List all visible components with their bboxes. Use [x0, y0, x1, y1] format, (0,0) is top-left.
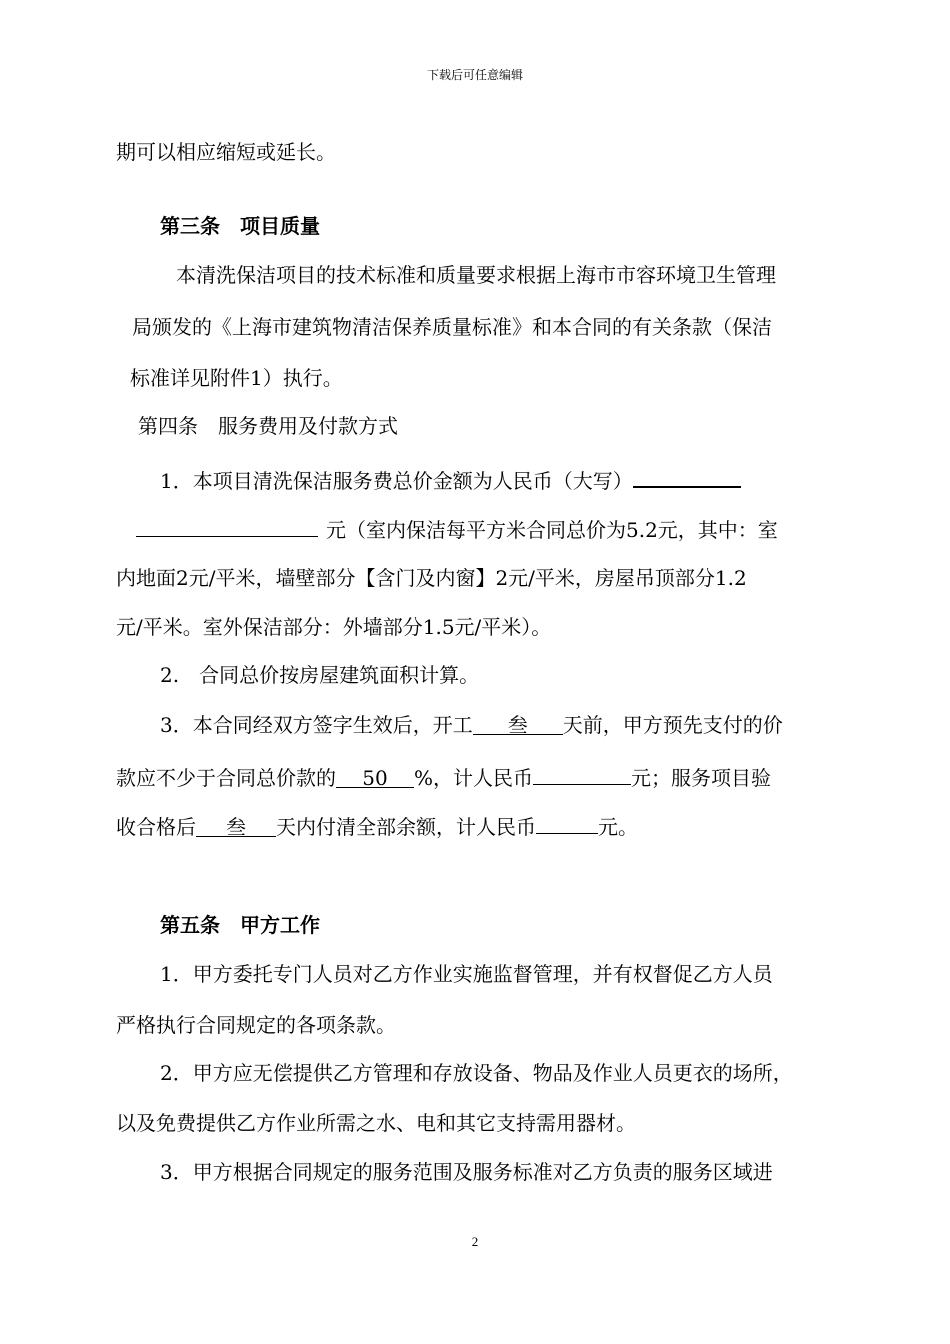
paragraph-line: 2. 合同总价按房屋建筑面积计算。 [160, 663, 480, 687]
line-text: 天前，甲方预先支付的价 [562, 713, 783, 737]
line-text: 款应不少于合同总价款的 [116, 766, 336, 790]
line-text: 3．本合同经双方签字生效后，开工 [160, 713, 473, 737]
line-text: 1．本项目清洗保洁服务费总价金额为人民币（大写） [160, 469, 633, 493]
paragraph-line [136, 514, 778, 543]
paragraph-line: 以及免费提供乙方作业所需之水、电和其它支持需用器材。 [116, 1111, 636, 1135]
line-text: 元（室内保洁每平方米合同总价为5.2元，其中：室 [326, 518, 778, 542]
paragraph-line: 3．甲方根据合同规定的服务范围及服务标准对乙方负责的服务区域进 [160, 1160, 773, 1184]
line-text: 天内付清全部余额，计人民币 [276, 815, 536, 839]
days-before-start-blank: 叁 [473, 712, 563, 735]
paragraph-line: 元/平米。室外保洁部分：外墙部分1.5元/平米）。 [116, 615, 552, 639]
paragraph-line: 1．甲方委托专门人员对乙方作业实施监督管理，并有权督促乙方人员 [160, 962, 773, 986]
article-5-heading: 第五条 甲方工作 [160, 913, 320, 937]
page-header: 下载后可任意编辑 [426, 68, 523, 82]
paragraph-line: 标准详见附件1）执行。 [130, 366, 343, 390]
paragraph-line: 本清洗保洁项目的技术标准和质量要求根据上海市市容环境卫生管理 [176, 263, 776, 287]
balance-amount-blank [536, 811, 598, 834]
paragraph-line [116, 762, 771, 791]
page-number: 2 [471, 1234, 479, 1249]
paragraph-line: 期可以相应缩短或延长。 [116, 140, 336, 164]
paragraph-line [160, 464, 741, 494]
paragraph-line: 严格执行合同规定的各项条款。 [116, 1013, 396, 1037]
article-3-heading: 第三条 项目质量 [160, 214, 320, 238]
line-text: 收合格后 [116, 815, 196, 839]
balance-days-blank: 叁 [196, 814, 276, 837]
prepay-amount-blank [533, 762, 631, 785]
line-text: %，计人民币 [414, 766, 534, 790]
paragraph-line: 2．甲方应无偿提供乙方管理和存放设备、物品及作业人员更衣的场所， [160, 1061, 793, 1085]
paragraph-line: 内地面2元/平米，墙壁部分【含门及内窗】2元/平米，房屋吊顶部分1.2 [116, 566, 747, 590]
article-4-heading: 第四条 服务费用及付款方式 [138, 414, 398, 438]
paragraph-line [116, 811, 638, 840]
prepay-percent-blank: 50 [336, 765, 414, 788]
amount-words-blank [633, 464, 741, 488]
amount-words-blank-continued [136, 514, 318, 537]
line-text: 元。 [598, 815, 638, 839]
paragraph-line: 局颁发的《上海市建筑物清洁保养质量标准》和本合同的有关条款（保洁 [132, 315, 772, 339]
line-text: 元；服务项目验 [631, 766, 772, 790]
paragraph-line [160, 712, 783, 738]
